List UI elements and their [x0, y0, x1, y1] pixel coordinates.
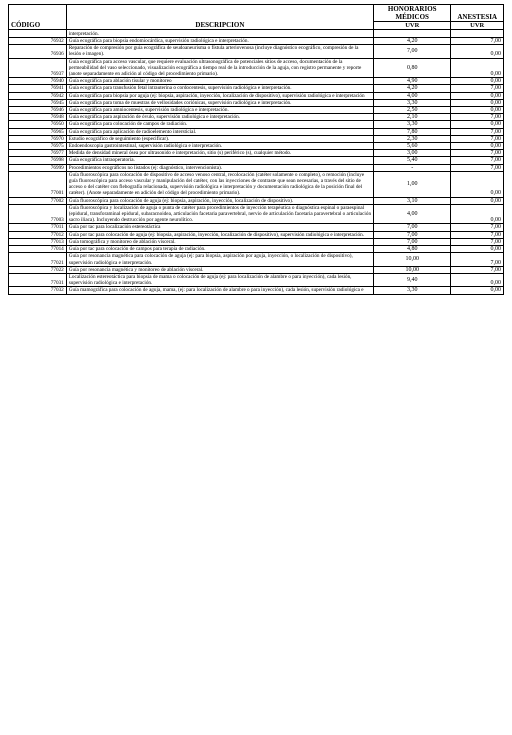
honorarios-uvr: 10,00 [374, 266, 451, 273]
table-row [9, 107, 504, 114]
honorarios-uvr: 3,30 [374, 121, 451, 128]
procedure-code: 77022 [9, 266, 67, 273]
honorarios-uvr [374, 30, 451, 38]
table-row [9, 92, 504, 99]
honorarios-uvr: 0,80 [374, 58, 451, 78]
honorarios-uvr: 4,00 [374, 204, 451, 224]
procedure-description: Guía fluoroscópica para colocación de aguja (ej: biopsia, aspiración, inyección, localización de dispositivo). [66, 197, 373, 204]
procedure-code: 76948 [9, 114, 67, 121]
procedure-description: Guía ecográfica para toma de muestras de vellosidades coriónicas, supervisión radiológica e interpretación. [66, 99, 373, 106]
procedure-code: 77032 [9, 287, 67, 294]
honorarios-uvr: 4,20 [374, 85, 451, 92]
uvr-honorarios-header: UVR [374, 22, 451, 30]
procedure-code: 76946 [9, 107, 67, 114]
procedure-code: 77003 [9, 204, 67, 224]
procedure-description: interpretación. [66, 30, 373, 38]
fee-schedule-page [8, 4, 504, 295]
honorarios-uvr: 10,00 [374, 253, 451, 266]
anestesia-uvr: 7,00 [451, 157, 504, 164]
procedure-description: Guía por tac para colocación de campos para terapia de radiación. [66, 246, 373, 253]
table-row [9, 150, 504, 157]
procedure-code: 76998 [9, 157, 67, 164]
honorarios-uvr: 4,80 [374, 246, 451, 253]
procedure-description: Guía fluoroscópica para colocación de dispositivo de acceso venoso central, recolocación (catéter solamente o completo), o remoción (incluye guía fluoroscópica para acceso vascular y manipulación del catéter, con las inyecciones de contraste que sean necesarias, a través del sitio de acceso o del catéter con flebografía relacionada, supervisión radiológica e interpretación y documentación radiológica de la posición final del catéter). (Anote separadamente en adición del código del procedimiento primario). [66, 171, 373, 197]
anestesia-uvr: 7,00 [451, 114, 504, 121]
procedure-description: Guía por tac para colocación de aguja (ej: biopsia, aspiración, inyección, localización de dispositivo), supervisión radiológica e interpretación. [66, 231, 373, 238]
table-row [9, 238, 504, 245]
procedure-code: 77012 [9, 231, 67, 238]
table-row [9, 287, 504, 294]
table-row [9, 38, 504, 45]
procedure-code: 76945 [9, 99, 67, 106]
table-row [9, 164, 504, 171]
procedure-code: 76942 [9, 92, 67, 99]
procedure-code: 76936 [9, 45, 67, 58]
anestesia-uvr: 7,00 [451, 85, 504, 92]
table-row [9, 157, 504, 164]
table-row [9, 246, 504, 253]
honorarios-uvr: 2,30 [374, 135, 451, 142]
table-row [9, 197, 504, 204]
procedure-code: 76975 [9, 143, 67, 150]
table-row [9, 121, 504, 128]
fee-schedule-table [8, 4, 504, 295]
procedure-description: Guía ecográfica intraoperatoria. [66, 157, 373, 164]
procedure-code: 77011 [9, 224, 67, 231]
anestesia-uvr: 0,00 [451, 197, 504, 204]
anestesia-uvr: 0,00 [451, 246, 504, 253]
procedure-code: 77001 [9, 171, 67, 197]
anestesia-uvr: 7,00 [451, 128, 504, 135]
honorarios-uvr: 5,60 [374, 143, 451, 150]
anestesia-header: ANESTESIA [451, 5, 504, 22]
table-row [9, 85, 504, 92]
anestesia-uvr: 0,00 [451, 92, 504, 99]
procedure-description: Guía ecográfica para amniocentesis, supervisión radiológica e interpretación. [66, 107, 373, 114]
procedure-code: 77031 [9, 273, 67, 286]
table-row [9, 224, 504, 231]
anestesia-uvr: 0,00 [451, 287, 504, 294]
honorarios-uvr: 4,20 [374, 38, 451, 45]
honorarios-uvr: 3,10 [374, 197, 451, 204]
anestesia-uvr: 7,00 [451, 38, 504, 45]
procedure-description: Guía ecográfica para acceso vascular, que requiere evaluación ultrasonográfica de potenciales sitios de acceso, documentación de la permeabilidad del vaso seleccionado, visualización ecográfica a tiempo real de la introducción de la aguja, con registro permanente y reporte (anote separadamente en adición al código del procedimiento primario). [66, 58, 373, 78]
anestesia-uvr: 7,00 [451, 135, 504, 142]
table-body [9, 30, 504, 295]
honorarios-header: HONORARIOS MÉDICOS [374, 5, 451, 22]
procedure-description: Reparación de compresión por guía ecográfica de seudoaneurisma o fístula arteriovenosa (incluye diagnóstico ecográfico, compresión de la lesión e imagen). [66, 45, 373, 58]
anestesia-uvr: 7,00 [451, 164, 504, 171]
procedure-description: Guía por resonancia magnética y monitoreo de ablación visceral. [66, 266, 373, 273]
procedure-code: 76950 [9, 121, 67, 128]
anestesia-uvr: 0,00 [451, 78, 504, 85]
honorarios-uvr: 3,30 [374, 99, 451, 106]
procedure-description: Medida de densidad mineral ósea por ultrasonido e interpretación, sitio (s) periférico (s), cualquier método. [66, 150, 373, 157]
anestesia-uvr: 7,00 [451, 231, 504, 238]
procedure-code: 76937 [9, 58, 67, 78]
honorarios-uvr: 3,30 [374, 287, 451, 294]
procedure-description: Guía por resonancia magnética para colocación de aguja (ej: para biopsia, aspiración por aguja, inyección, o localización de dispositivo), supervisión radiológica e interpretación. [66, 253, 373, 266]
uvr-anestesia-header: UVR [451, 22, 504, 30]
procedure-code [9, 30, 67, 38]
table-row [9, 273, 504, 286]
honorarios-uvr: 4,90 [374, 78, 451, 85]
honorarios-uvr: 2,10 [374, 114, 451, 121]
procedure-code: 76965 [9, 128, 67, 135]
procedure-description: Endoendoscopia gastrointestinal, supervisión radiológica e interpretación. [66, 143, 373, 150]
procedure-code: 76977 [9, 150, 67, 157]
anestesia-uvr: 0,00 [451, 143, 504, 150]
table-row [9, 143, 504, 150]
anestesia-uvr: 0,00 [451, 58, 504, 78]
procedure-code: 77021 [9, 253, 67, 266]
procedure-description: Guía fluoroscópica y localización de aguja o punta de catéter para procedimientos de inyección terapéutica o diagnóstica espinal o paraespinal (epidural, transforaminal epidural, subaracnoidea, articulación facetaria paravertebral, nervio de articulación facetaria paravertebral o articulación sacro iliaca). Incluyendo destrucción por agente neurolítico. [66, 204, 373, 224]
procedure-code: 76999 [9, 164, 67, 171]
table-row [9, 78, 504, 85]
procedure-code: 77014 [9, 246, 67, 253]
table-row [9, 231, 504, 238]
table-row [9, 135, 504, 142]
procedure-description: Guía ecográfica para aspiración de óvulo, supervisión radiológica e interpretación. [66, 114, 373, 121]
procedure-description: Guía ecográfica para ablación tisular y monitoreo [66, 78, 373, 85]
procedure-description: Guía ecográfica para colocación de campos de radiación. [66, 121, 373, 128]
table-row [9, 128, 504, 135]
table-row [9, 45, 504, 58]
anestesia-uvr: 7,00 [451, 238, 504, 245]
honorarios-uvr: 3,00 [374, 150, 451, 157]
table-row [9, 266, 504, 273]
description-header: DESCRIPCION [66, 5, 373, 30]
honorarios-uvr: 2,50 [374, 107, 451, 114]
anestesia-uvr: 0,00 [451, 45, 504, 58]
procedure-description: Guía tomográfica y monitoreo de ablación visceral. [66, 238, 373, 245]
procedure-description: Localización estereotáctica para biopsia de mama o colocación de aguja (ej: para localización de alambre o para inyección), cada lesión, supervisión radiológica e interpretación. [66, 273, 373, 286]
procedure-description: Guía ecográfica para biopsia endomiocárdica, supervisión radiológica e interpretación. [66, 38, 373, 45]
anestesia-uvr: 0,00 [451, 99, 504, 106]
anestesia-uvr: 0,00 [451, 107, 504, 114]
honorarios-uvr: 9,40 [374, 273, 451, 286]
anestesia-uvr: 7,00 [451, 224, 504, 231]
anestesia-uvr: 0,00 [451, 121, 504, 128]
procedure-code: 76941 [9, 85, 67, 92]
honorarios-uvr: 7,00 [374, 231, 451, 238]
table-row [9, 30, 504, 38]
procedure-code: 76970 [9, 135, 67, 142]
table-row [9, 171, 504, 197]
anestesia-uvr [451, 30, 504, 38]
honorarios-uvr: 7,00 [374, 238, 451, 245]
procedure-description: Procedimientos ecográficos no listados (ej: diagnóstico, intervencionista). [66, 164, 373, 171]
honorarios-uvr: 7,80 [374, 128, 451, 135]
honorarios-uvr: 4,00 [374, 92, 451, 99]
honorarios-uvr: 1,00 [374, 171, 451, 197]
procedure-description: Guía mamográfica para colocación de aguja, mama, (ej: para localización de alambre o para inyección), cada lesión, supervisión radiológica e [66, 287, 373, 294]
anestesia-uvr: 7,00 [451, 253, 504, 266]
procedure-code: 77002 [9, 197, 67, 204]
honorarios-uvr: 5,40 [374, 157, 451, 164]
honorarios-uvr: 7,00 [374, 45, 451, 58]
honorarios-uvr: 7,00 [374, 224, 451, 231]
procedure-description: Estudio ecográfico de seguimiento (especificar). [66, 135, 373, 142]
code-header: CÓDIGO [9, 5, 67, 30]
anestesia-uvr: 0,00 [451, 273, 504, 286]
table-row [9, 114, 504, 121]
honorarios-uvr: - [374, 164, 451, 171]
procedure-code: 76932 [9, 38, 67, 45]
procedure-description: Guía ecográfica para transfusión fetal intrauterina o cordocentesis, supervisión radiológica e interpretación. [66, 85, 373, 92]
anestesia-uvr: 7,00 [451, 266, 504, 273]
anestesia-uvr: 7,00 [451, 150, 504, 157]
table-row [9, 204, 504, 224]
procedure-description: Guía por tac para localización estereotáctica [66, 224, 373, 231]
table-row [9, 58, 504, 78]
procedure-code: 76940 [9, 78, 67, 85]
procedure-description: Guía ecográfica para biopsia por aguja (ej: biopsia, aspiración, inyección, localización de dispositivo), supervisión radiológica e interpretación [66, 92, 373, 99]
procedure-code: 77013 [9, 238, 67, 245]
anestesia-uvr: 0,00 [451, 204, 504, 224]
table-row [9, 253, 504, 266]
table-row [9, 99, 504, 106]
procedure-description: Guía ecográfica para aplicación de radioelemento intersticial. [66, 128, 373, 135]
anestesia-uvr: 0,00 [451, 171, 504, 197]
